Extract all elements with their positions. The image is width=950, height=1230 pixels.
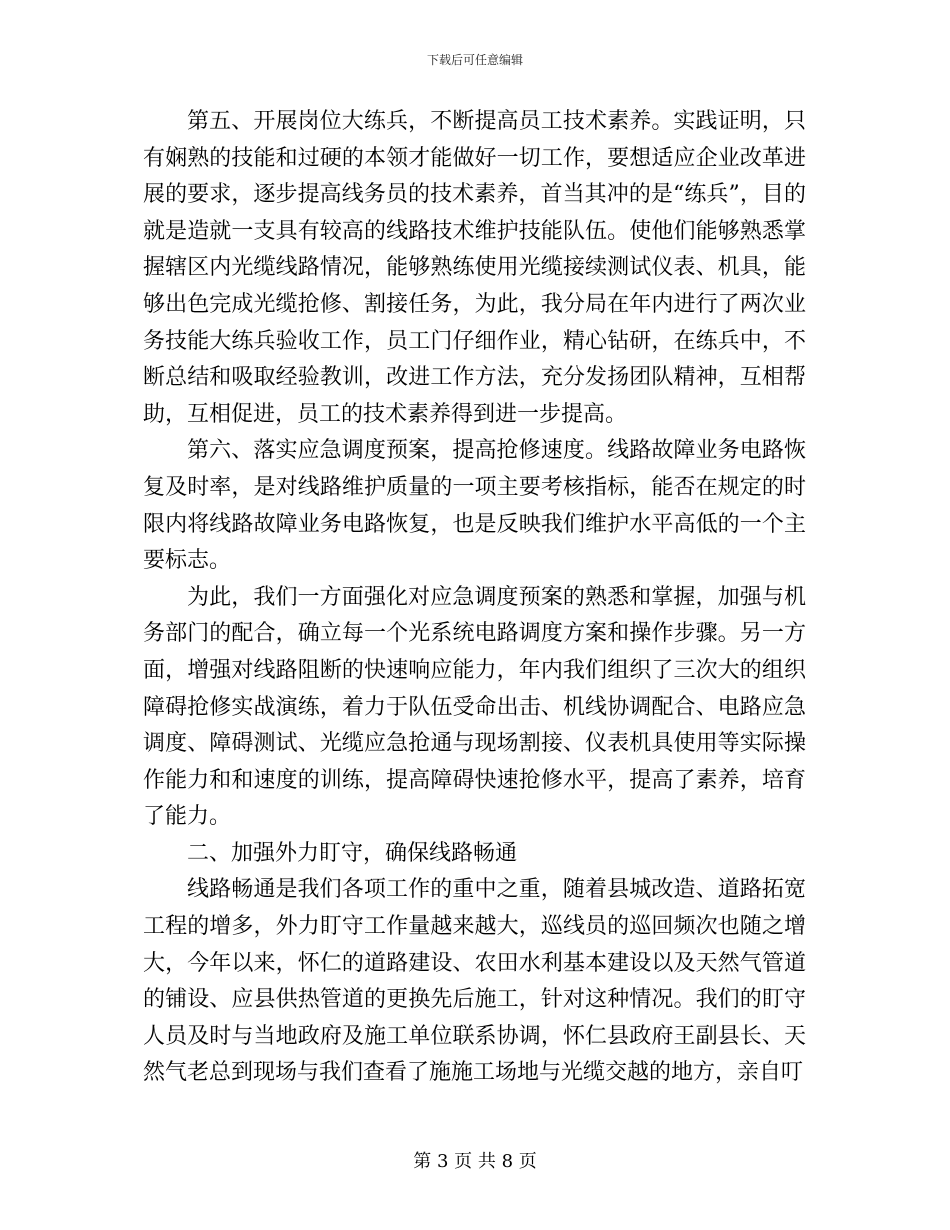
- paragraph-emergency-measures: 为此，我们一方面强化对应急调度预案的熟悉和掌握，加强与机务部门的配合，确立每一个光系统电路调度方案和操作步骤。另一方面，增强对线路阻断的快速响应能力，年内我们组织了三次大的组织障碍抢修实战演练，着力于队伍受命出击、机线协调配合、电路应急调度、障碍测试、光缆应急抢通与现场割接、仪表机具使用等实际操作能力和和速度的训练，提高障碍快速抢修水平，提高了素养，培育了能力。: [143, 584, 806, 830]
- section-heading-external-monitoring: 二、加强外力盯守，确保线路畅通: [187, 840, 518, 866]
- page-header: 下载后可任意编辑: [426, 53, 523, 67]
- paragraph-line-monitoring: 线路畅通是我们各项工作的重中之重，随着县城改造、道路拓宽工程的增多，外力盯守工作量越来越大，巡线员的巡回频次也随之增大，今年以来，怀仁的道路建设、农田水利基本建设以及天然气管道的铺设、应县供热管道的更换先后施工，针对这种情况。我们的盯守人员及时与当地政府及施工单位联系协调，怀仁县政府王副县长、天然气老总到现场与我们查看了施施工场地与光缆交越的地方，亲自叮: [143, 877, 806, 1086]
- page-number: 第 3 页 共 8 页: [413, 1151, 537, 1172]
- paragraph-emergency-plan: 第六、落实应急调度预案，提高抢修速度。线路故障业务电路恢复及时率，是对线路维护质量的一项主要考核指标，能否在规定的时限内将线路故障业务电路恢复，也是反映我们维护水平高低的一个主要标志。: [143, 438, 806, 574]
- paragraph-practice-training: 第五、开展岗位大练兵，不断提高员工技术素养。实践证明，只有娴熟的技能和过硬的本领才能做好一切工作，要想适应企业改革进展的要求，逐步提高线务员的技术素养，首当其冲的是“练兵”，目的就是造就一支具有较高的线路技术维护技能队伍。使他们能够熟悉掌握辖区内光缆线路情况，能够熟练使用光缆接续测试仪表、机具，能够出色完成光缆抢修、割接任务，为此，我分局在年内进行了两次业务技能大练兵验收工作，员工门仔细作业，精心钻研，在练兵中，不断总结和吸取经验教训，改进工作方法，充分发扬团队精神，互相帮助，互相促进，员工的技术素养得到进一步提高。: [143, 109, 806, 427]
- document-body: [143, 104, 806, 1092]
